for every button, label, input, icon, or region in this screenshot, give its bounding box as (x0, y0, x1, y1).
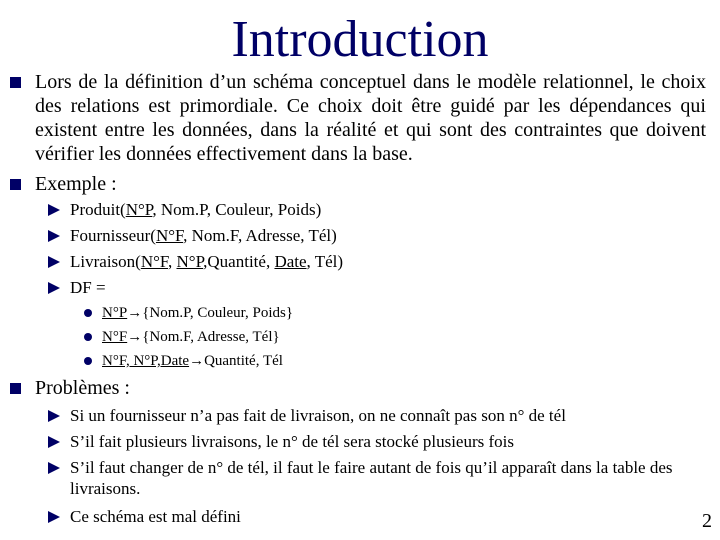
intro-text: Lors de la définition d’un schéma conceptuel dans le modèle relationnel, le choix des relations est primordiale. Ce choix doit être guidé par les dépendances qui existent entre les données, dans la réalité et qui sont des contraintes que doivent vérifier les données effectivement dans la base. (35, 71, 706, 165)
triangle-bullet-icon (48, 436, 60, 448)
triangle-bullet-icon (48, 511, 60, 523)
problem-item: S’il faut changer de n° de tél, il faut le faire autant de fois qu’il apparaît dans la table des livraisons. (48, 457, 710, 499)
key-attribute: N°F (155, 226, 184, 245)
arrow-icon: → (189, 353, 205, 369)
round-bullet-icon (84, 309, 92, 317)
arrow-icon: → (127, 305, 143, 321)
df-item (84, 304, 704, 323)
relation-fournisseur: Fournisseur(N°F, Nom.F, Adresse, Tél) (48, 225, 710, 246)
square-bullet-icon (10, 77, 21, 88)
square-bullet-icon (10, 179, 21, 190)
relation-produit: Produit(N°P, Nom.P, Couleur, Poids) (48, 199, 710, 220)
round-bullet-icon (84, 357, 92, 365)
df-rhs: {Nom.P, Couleur, Poids} (142, 305, 294, 321)
round-bullet-icon (84, 333, 92, 341)
bullet-problems (10, 376, 706, 400)
df-lhs: N°F, N°P,Date (102, 353, 190, 369)
triangle-bullet-icon (48, 256, 60, 268)
df-item (84, 328, 704, 347)
bullet-example (10, 172, 706, 196)
key-attribute: N°P (176, 252, 204, 271)
problem-item: S’il fait plusieurs livraisons, le n° de tél sera stocké plusieurs fois (48, 431, 710, 452)
problem-item: Ce schéma est mal défini (48, 506, 710, 527)
df-item (84, 352, 704, 371)
arrow-icon: → (127, 329, 143, 345)
triangle-bullet-icon (48, 282, 60, 294)
example-heading: Exemple : (35, 173, 117, 195)
relation-livraison: Livraison(N°F, N°P,Quantité, Date, Tél) (48, 251, 710, 272)
df-lhs: N°F (102, 329, 128, 345)
triangle-bullet-icon (48, 230, 60, 242)
triangle-bullet-icon (48, 204, 60, 216)
square-bullet-icon (10, 383, 21, 394)
df-lhs: N°P (102, 305, 128, 321)
slide-title: Introduction (231, 11, 489, 68)
triangle-bullet-icon (48, 462, 60, 474)
page-number: 2 (702, 510, 712, 532)
key-attribute: Date (274, 252, 307, 271)
df-rhs: {Nom.F, Adresse, Tél} (142, 329, 280, 345)
key-attribute: N°F (140, 252, 168, 271)
df-rhs: Quantité, Tél (204, 353, 283, 369)
bullet-definition (10, 70, 706, 166)
df-heading: DF = (48, 277, 710, 298)
problems-heading: Problèmes : (35, 377, 130, 399)
problem-item: Si un fournisseur n’a pas fait de livraison, on ne connaît pas son n° de tél (48, 405, 710, 426)
triangle-bullet-icon (48, 410, 60, 422)
key-attribute: N°P (125, 200, 153, 219)
